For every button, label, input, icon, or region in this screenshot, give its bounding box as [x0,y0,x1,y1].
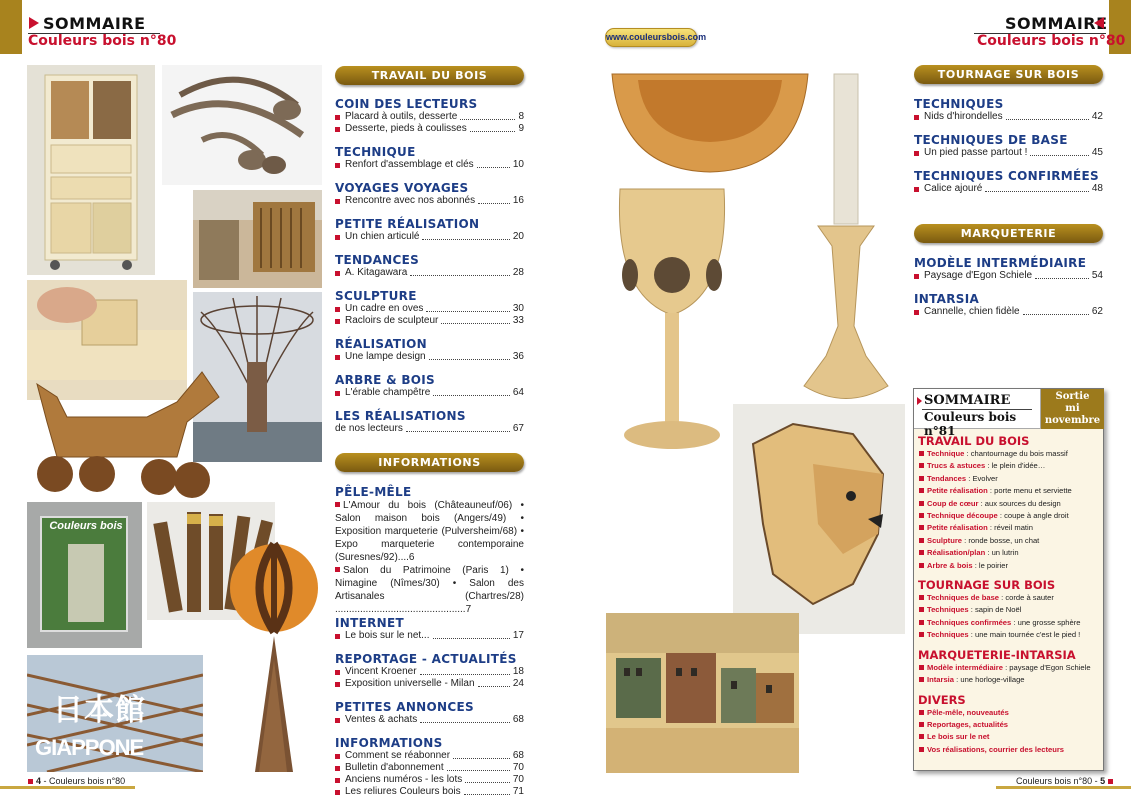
left-page-number: 4 [36,776,42,786]
toc-entry-label: Un chien articulé [345,231,420,242]
leader-dots [470,131,516,132]
next-issue-entry-topic: : le plein d'idée… [985,461,1046,471]
toc-entry-page: 10 [512,159,524,170]
bullet-icon [335,199,340,204]
left-header-subtitle: Couleurs bois n°80 [28,33,177,49]
leader-dots [433,638,510,639]
toc-section-reportage-actualites: REPORTAGE - ACTUALITÉS [335,652,517,666]
toc-entry[interactable] [335,774,524,786]
next-issue-subtitle: Couleurs bois n°81 [924,410,1017,438]
next-issue-entry-topic: : porte menu et serviette [987,486,1072,496]
toc-section-coin-des-lecteurs: COIN DES LECTEURS [335,97,478,111]
design-lamp-photo [225,540,323,772]
bullet-icon [919,620,924,625]
next-issue-entry [918,522,1102,534]
right-header-subtitle: Couleurs bois n°80 [977,33,1126,49]
toc-entry-label: Un cadre en oves [345,303,424,314]
bullet-icon [919,607,924,612]
toc-entry-label: Une lampe design [345,351,426,362]
toc-entry[interactable] [914,183,1103,195]
bullet-icon [335,682,340,687]
next-issue-entry [918,744,1102,756]
next-issue-entry-topic: : corde à sauter [999,593,1054,603]
next-issue-entry-rubric: Trucs & astuces [927,461,986,471]
calipers-illustration [162,65,322,185]
calipers-photo [162,65,322,185]
next-issue-entry [918,731,1102,743]
toc-entry-page: 64 [512,387,524,398]
pill-informations: INFORMATIONS [335,453,524,472]
right-page-number: 5 [1100,776,1106,786]
toc-entry-page: 24 [512,678,524,689]
toc-section-arbre-bois: ARBRE & BOIS [335,373,435,387]
toc-section-voyages-voyages: VOYAGES VOYAGES [335,181,469,195]
toc-entry[interactable] [914,270,1103,282]
toc-entry-page: 67 [512,423,524,434]
toc-section-modele-intermediaire: MODÈLE INTERMÉDIAIRE [914,256,1087,270]
schiele-landscape-photo [606,613,799,773]
bullet-icon [335,670,340,675]
leader-dots [460,119,515,120]
pill-tournage-sur-bois: TOURNAGE SUR BOIS [914,65,1103,84]
toc-entry[interactable] [914,111,1103,123]
schiele-landscape-illustration [606,613,799,773]
japan-pavilion-photo [27,655,203,772]
bullet-icon [919,488,924,493]
toc-entry-label: Renfort d'assemblage et clés [345,159,474,170]
toc-entry[interactable] [335,351,524,363]
leader-dots [420,674,510,675]
toc-entry-label: Desserte, pieds à coulisses [345,123,467,134]
toc-entry-page: 20 [512,231,524,242]
leader-dots [1030,155,1088,156]
toc-entry[interactable] [335,267,524,279]
workshop-illustration [193,190,322,288]
toc-entry[interactable] [335,423,524,435]
leader-dots [465,782,510,783]
toc-entry[interactable] [335,387,524,399]
next-issue-entry [918,535,1102,547]
leader-dots [447,770,510,771]
next-issue-entry-rubric: Petite réalisation [927,523,988,533]
toc-entry-label: Nids d'hirondelles [924,111,1003,122]
pill-marqueterie: MARQUETERIE [914,224,1103,243]
next-issue-entry [918,707,1102,719]
toc-section-sculpture: SCULPTURE [335,289,417,303]
toc-entry[interactable] [335,666,524,678]
next-issue-entry-topic: : Evolver [966,473,998,483]
left-footer-text: - Couleurs bois n°80 [43,776,126,786]
bullet-icon [919,632,924,637]
next-issue-entry [918,592,1102,604]
pierced-chalice-photo [612,185,732,467]
leader-dots [478,203,510,204]
next-issue-entry-topic: : le poirier [972,560,1009,570]
toc-entry[interactable] [914,147,1103,159]
pelemele-paragraph-2 [335,564,524,616]
toc-section-techniques: TECHNIQUES [914,97,1004,111]
toc-entry[interactable] [335,231,524,243]
toc-entry-page: 71 [512,786,524,797]
right-arrow-icon [1094,17,1104,29]
next-issue-entry [918,547,1102,559]
toc-section-technique: TECHNIQUE [335,145,416,159]
toc-entry[interactable] [335,786,524,798]
toc-entry-label: de nos lecteurs [335,423,403,434]
toc-entry-label: Rencontre avec nos abonnés [345,195,476,206]
bullet-icon [919,538,924,543]
toc-informations [335,485,524,798]
next-issue-entry-rubric: Vos réalisations, courrier des lecteurs [927,744,1065,754]
toc-entry-page: 70 [512,762,524,773]
toc-section-techniques-confirmees: TECHNIQUES CONFIRMÉES [914,169,1099,183]
bullet-icon [335,235,340,240]
next-issue-entry [918,473,1102,485]
toc-section-realisation: RÉALISATION [335,337,428,351]
right-header-title: SOMMAIRE [1005,14,1108,33]
toc-section-techniques-de-base: TECHNIQUES DE BASE [914,133,1068,147]
toc-entry[interactable] [335,678,524,690]
toc-entry[interactable] [335,762,524,774]
next-issue-entry-topic: : un lutrin [985,548,1019,558]
toc-entry-page: 9 [518,123,524,134]
next-issue-entry-topic: : ronde bosse, un chat [962,535,1040,545]
next-issue-entry-rubric: Techniques [927,630,969,640]
toc-entry-label: Paysage d'Egon Schiele [924,270,1033,281]
footer-bullet-icon [28,779,33,784]
toc-entry-page: 18 [512,666,524,677]
swallow-nest-bowl-photo [610,70,810,175]
toc-section-informations: INFORMATIONS [335,736,443,750]
intarsia-dog-photo [733,404,905,634]
right-footer [1016,776,1113,786]
bullet-icon [914,151,919,156]
toc-entry-label: Calice ajouré [924,183,983,194]
bullet-icon [335,634,340,639]
next-issue-entry-rubric: Techniques [927,605,969,615]
next-issue-entry [918,448,1102,460]
toc-entry-page: 42 [1091,111,1103,122]
bullet-icon [919,563,924,568]
next-issue-entry [918,629,1102,641]
left-footer [28,776,125,786]
bullet-icon [919,734,924,739]
pelemele-paragraph-1 [335,499,524,564]
toc-entry[interactable] [914,306,1103,318]
next-issue-entry-topic: : une horloge-village [954,675,1025,685]
next-issue-release [1041,389,1104,429]
tool-cabinet-photo [27,65,155,275]
next-issue-entry-rubric: Technique découpe [927,511,998,521]
next-issue-entry [918,498,1102,510]
next-issue-section-tournage-sur-bois: TOURNAGE SUR BOIS [918,578,1056,593]
leader-dots [426,311,509,312]
candlestick-illustration [798,66,894,411]
bullet-icon [335,754,340,759]
bullet-icon [335,307,340,312]
toc-entry-page: 30 [512,303,524,314]
toc-marqueterie [914,256,1103,318]
bullet-icon [919,525,924,530]
toc-entry[interactable] [335,750,524,762]
bullet-icon [335,271,340,276]
bullet-icon [919,451,924,456]
ove-frame-photo [27,502,142,648]
bullet-icon [335,163,340,168]
toc-section-tendances: TENDANCES [335,253,420,267]
leader-dots [429,359,510,360]
toc-entry-page: 45 [1091,147,1103,158]
next-issue-entry-rubric: Technique [927,449,965,458]
toc-entry-label: Placard à outils, desserte [345,111,458,122]
next-issue-entry-topic: : réveil matin [987,523,1033,533]
leader-dots [1006,119,1089,120]
cover-tree-shape [68,544,104,622]
bullet-icon [919,550,924,555]
next-issue-entry-topic: : coupe à angle droit [997,511,1069,521]
next-issue-entry-rubric: Sculpture [927,535,963,545]
next-issue-section-divers: DIVERS [918,692,966,707]
next-issue-entry-rubric: Intarsia [927,675,955,685]
toc-entry[interactable] [335,195,524,207]
bullet-icon [914,310,919,315]
bullet-icon [335,319,340,324]
bullet-icon [919,476,924,481]
toc-entry-label: Cannelle, chien fidèle [924,306,1020,317]
next-issue-entry-topic: : une grosse sphère [1011,617,1081,627]
bullet-icon [335,766,340,771]
toc-entry-page: 68 [512,750,524,761]
next-issue-contents [918,434,1102,756]
website-link[interactable]: www.couleursbois.com [605,28,697,47]
next-issue-box [913,388,1104,771]
leader-dots [406,431,510,432]
leader-dots [453,758,510,759]
right-footer-bar [996,786,1131,789]
workshop-photo [193,190,322,288]
bullet-icon [919,463,924,468]
bullet-icon [335,127,340,132]
next-issue-section-marqueterie-intarsia: MARQUETERIE-INTARSIA [918,647,1076,662]
toc-entry-label: Racloirs de sculpteur [345,315,439,326]
bullet-icon [919,595,924,600]
toc-entry-page: 36 [512,351,524,362]
next-issue-entry-rubric: Réalisation/plan [927,548,986,558]
next-issue-entry-rubric: Arbre & bois [927,560,973,570]
toc-entry[interactable] [335,303,524,315]
toc-entry-label: Un pied passe partout ! [924,147,1028,158]
next-issue-section-travail-du-bois: TRAVAIL DU BOIS [918,434,1030,448]
bowl-illustration [610,70,810,175]
bullet-icon [335,391,340,396]
pill-travail-du-bois: TRAVAIL DU BOIS [335,66,524,85]
toc-entry[interactable] [335,315,524,327]
bullet-icon [919,747,924,752]
next-issue-entry [918,485,1102,497]
leader-dots [1035,278,1089,279]
articulated-dog-photo [27,362,222,502]
next-issue-arrow-icon [917,397,922,405]
toc-entry[interactable] [335,630,524,642]
bullet-icon [335,355,340,360]
bullet-icon [919,710,924,715]
next-issue-entry [918,719,1102,731]
next-issue-entry [918,604,1102,616]
release-line-1: Sortie [1055,391,1090,402]
next-issue-entry [918,460,1102,472]
bullet-icon [335,115,340,120]
bullet-icon [335,502,340,507]
next-issue-entry-topic: : une main tournée c'est le pied ! [968,630,1081,640]
next-issue-entry [918,674,1102,686]
toc-entry-page: 70 [512,774,524,785]
leader-dots [478,686,510,687]
release-line-2: mi [1065,403,1080,414]
next-issue-header [914,389,1041,438]
next-issue-entry [918,510,1102,522]
release-line-3: novembre [1044,415,1101,426]
leader-dots [1023,314,1089,315]
toc-entry[interactable] [335,714,524,726]
bullet-icon [919,513,924,518]
left-footer-bar [0,786,135,789]
next-issue-entry-rubric: Coup de cœur [927,498,979,508]
chalice-illustration [612,185,732,467]
next-issue-entry-rubric: Modèle intermédiaire [927,662,1003,672]
leader-dots [441,323,510,324]
toc-section-petites-annonces: PETITES ANNONCES [335,700,474,714]
toc-entry-label: A. Kitagawara [345,267,408,278]
next-issue-entry-rubric: Le bois sur le net [927,732,990,742]
bullet-icon [914,187,919,192]
bullet-icon [919,722,924,727]
next-issue-entry [918,662,1102,674]
design-lamp-illustration [225,540,323,772]
intarsia-dog-illustration [733,404,905,634]
leader-dots [477,167,510,168]
bullet-icon [914,274,919,279]
next-issue-title: SOMMAIRE [924,393,1011,408]
right-footer-text: Couleurs bois n°80 - [1016,776,1098,786]
bullet-icon [919,501,924,506]
bullet-icon [919,665,924,670]
toc-section-intarsia: INTARSIA [914,292,980,306]
pelemele-text-2: Salon du Patrimoine (Paris 1) • Nimagine (Nîmes/30) • Salon des Artisanales (Chartres/28) ...............................................7 [335,565,524,615]
next-issue-entry-topic: : chantournage du bois massif [964,449,1068,458]
toc-entry-label: Exposition universelle - Milan [345,678,475,689]
toc-entry-page: 17 [512,630,524,641]
leader-dots [410,275,510,276]
next-issue-entry-rubric: Reportages, actualités [927,719,1009,729]
bullet-icon [335,778,340,783]
toc-entry-label: Les reliures Couleurs bois [345,786,461,797]
toc-entry-page: 28 [512,267,524,278]
left-header-title: SOMMAIRE [43,14,146,33]
next-issue-entry-rubric: Petite réalisation [927,486,988,496]
toc-section-internet: INTERNET [335,616,404,630]
toc-entry-label: Comment se réabonner [345,750,451,761]
next-issue-entry-topic: : paysage d'Egon Schiele [1002,662,1091,672]
toc-travail-du-bois [335,97,524,435]
toc-section-pelemele: PÊLE-MÊLE [335,485,412,499]
articulated-dog-illustration [27,362,222,502]
toc-entry-label: Vincent Kroener [345,666,417,677]
toc-section-petite-realisation: PETITE RÉALISATION [335,217,480,231]
toc-entry-label: Le bois sur le net... [345,630,430,641]
next-issue-entry-topic: : aux sources du design [978,498,1061,508]
toc-section-les-realisations: LES RÉALISATIONS [335,409,466,423]
bullet-icon [914,115,919,120]
toc-entry-page: 33 [512,315,524,326]
toc-entry-label: Anciens numéros - les lots [345,774,463,785]
pavilion-kanji: 日本館 [53,693,146,728]
pavilion-name: GIAPPONE [35,735,144,760]
toc-entry-page: 68 [512,714,524,725]
pelemele-text-1: L'Amour du bois (Châteauneuf/06) • Salon maison bois (Angers/49) • Exposition marqueterie (Pulversheim/68) • Expo marqueterie contemporaine (Suresnes/92)....6 [335,500,524,563]
leader-dots [985,191,1089,192]
toc-entry-page: 16 [512,195,524,206]
leader-dots [420,722,510,723]
bullet-icon [335,567,340,572]
candlestick-photo [798,66,894,411]
left-arrow-icon [29,17,39,29]
next-issue-entry-rubric: Techniques de base [927,593,1000,603]
magazine-cover [40,516,128,632]
bullet-icon [335,718,340,723]
toc-entry-page: 62 [1091,306,1103,317]
bullet-icon [335,790,340,795]
left-gold-tab [0,0,22,54]
leader-dots [464,794,510,795]
next-issue-entry [918,560,1102,572]
next-issue-entry-rubric: Tendances [927,473,967,483]
leader-dots [433,395,510,396]
tool-cabinet-illustration [27,65,155,275]
toc-entry-label: Bulletin d'abonnement [345,762,444,773]
next-issue-entry-rubric: Pêle-mêle, nouveautés [927,707,1009,717]
toc-entry-label: L'érable champêtre [345,387,431,398]
next-issue-entry-topic: : sapin de Noël [968,605,1022,615]
footer-bullet-icon [1108,779,1113,784]
bullet-icon [919,677,924,682]
next-issue-entry [918,617,1102,629]
toc-entry-page: 54 [1091,270,1103,281]
toc-entry-label: Ventes & achats [345,714,418,725]
toc-tournage-sur-bois [914,97,1103,195]
toc-entry-page: 8 [518,111,524,122]
leader-dots [422,239,509,240]
next-issue-entry-rubric: Techniques confirmées [927,617,1012,627]
toc-entry[interactable] [335,111,524,123]
toc-entry-page: 48 [1091,183,1103,194]
toc-entry[interactable] [335,159,524,171]
magazine-cover-logo: Couleurs bois [49,520,123,532]
toc-entry[interactable] [335,123,524,135]
